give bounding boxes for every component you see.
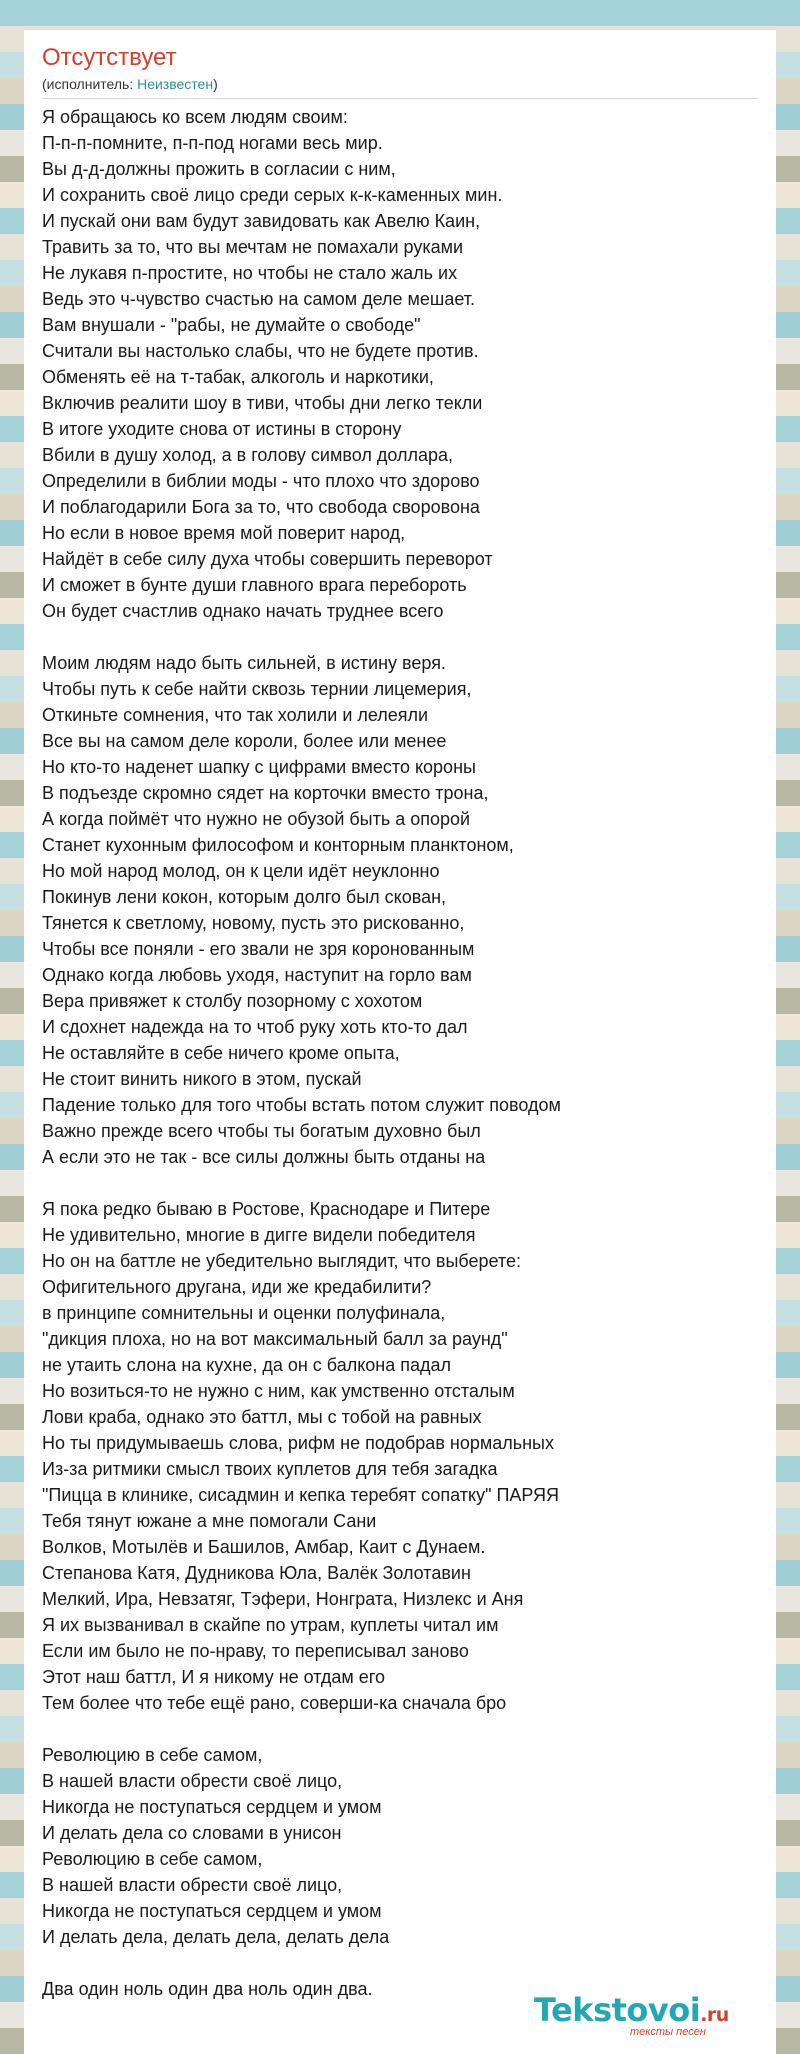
- lyric-line: Он будет счастлив однако начать труднее всего: [42, 601, 444, 621]
- lyric-line: Тебя тянут южане а мне помогали Сани: [42, 1511, 377, 1531]
- lyric-line: Не удивительно, многие в дигге видели победителя: [42, 1225, 476, 1245]
- lyric-line: И сдохнет надежда на то чтоб руку хоть кто-то дал: [42, 1017, 468, 1037]
- lyric-line: Офигительного другана, иди же кредабилити?: [42, 1277, 432, 1297]
- lyric-line: Вам внушали - "рабы, не думайте о свободе": [42, 315, 421, 335]
- lyric-line: А если это не так - все силы должны быть отданы на: [42, 1147, 486, 1167]
- logo-tagline: тексты песен: [630, 2026, 706, 2038]
- lyric-line: А когда поймёт что нужно не обузой быть а опорой: [42, 809, 471, 829]
- lyric-line: В подъезде скромно сядет на корточки вместо трона,: [42, 783, 489, 803]
- lyric-line: Не стоит винить никого в этом, пускай: [42, 1069, 362, 1089]
- lyric-line: Падение только для того чтобы встать потом служит поводом: [42, 1095, 561, 1115]
- lyric-line: И делать дела, делать дела, делать дела: [42, 1927, 390, 1947]
- lyric-line: Тянется к светлому, новому, пусть это рискованно,: [42, 913, 465, 933]
- lyric-line: Революцию в себе самом,: [42, 1745, 263, 1765]
- lyric-line: Из-за ритмики смысл твоих куплетов для тебя загадка: [42, 1459, 498, 1479]
- lyric-line: "Пицца в клинике, сисадмин и кепка теребят сопатку" ПАРЯЯ: [42, 1485, 560, 1505]
- lyric-line: И сможет в бунте души главного врага перебороть: [42, 575, 467, 595]
- lyric-line: Два один ноль один два ноль один два.: [42, 1979, 373, 1999]
- lyric-line: В итоге уходите снова от истины в сторону: [42, 419, 402, 439]
- lyric-line: Включив реалити шоу в тиви, чтобы дни легко текли: [42, 393, 483, 413]
- lyric-line: Но ты придумываешь слова, рифм не подобрав нормальных: [42, 1433, 554, 1453]
- lyric-line: Однако когда любовь уходя, наступит на горло вам: [42, 965, 472, 985]
- lyrics-stanza: [42, 1196, 758, 1716]
- lyric-line: Станет кухонным философом и конторным планктоном,: [42, 835, 514, 855]
- lyric-line: Моим людям надо быть сильней, в истину веря.: [42, 653, 446, 673]
- lyric-line: Я обращаюсь ко всем людям своим:: [42, 107, 348, 127]
- lyric-line: Степанова Катя, Дудникова Юла, Валёк Золотавин: [42, 1563, 471, 1583]
- lyric-line: И поблагодарили Бога за то, что свобода своровона: [42, 497, 480, 517]
- logo-name: Tekstovoi: [534, 1991, 701, 2029]
- lyric-line: Лови краба, однако это баттл, мы с тобой на равных: [42, 1407, 482, 1427]
- lyrics-stanza: [42, 1742, 758, 1950]
- lyric-line: Я их вызванивал в скайпе по утрам, куплеты читал им: [42, 1615, 499, 1635]
- lyric-line: Если им было не по-нраву, то переписывал заново: [42, 1641, 469, 1661]
- lyric-line: Покинув лени кокон, которым долго был скован,: [42, 887, 447, 907]
- lyrics-body: [42, 104, 758, 2028]
- lyric-line: Тем более что тебе ещё рано, соверши-ка сначала бро: [42, 1693, 507, 1713]
- lyric-line: Но возиться-то не нужно с ним, как умственно отсталым: [42, 1381, 515, 1401]
- lyrics-page: [24, 30, 776, 2054]
- lyric-line: Но кто-то наденет шапку с цифрами вместо короны: [42, 757, 476, 777]
- lyric-line: Ведь это ч-чувство счастью на самом деле мешает.: [42, 289, 476, 309]
- lyrics-stanza: [42, 650, 758, 1170]
- lyric-line: в принципе сомнительны и оценки полуфинала,: [42, 1303, 446, 1323]
- lyric-line: "дикция плоха, но на вот максимальный балл за раунд": [42, 1329, 508, 1349]
- artist-link[interactable]: Неизвестен: [137, 76, 214, 92]
- lyric-line: И пускай они вам будут завидовать как Авелю Каин,: [42, 211, 481, 231]
- lyric-line: Волков, Мотылёв и Башилов, Амбар, Каит с Дунаем.: [42, 1537, 486, 1557]
- artist-prefix: (исполнитель:: [42, 76, 138, 92]
- lyric-line: И делать дела со словами в унисон: [42, 1823, 342, 1843]
- lyric-line: Важно прежде всего чтобы ты богатым духовно был: [42, 1121, 481, 1141]
- lyric-line: не утаить слона на кухне, да он с балкона падал: [42, 1355, 452, 1375]
- lyric-line: Этот наш баттл, И я никому не отдам его: [42, 1667, 385, 1687]
- lyric-line: Не лукавя п-простите, но чтобы не стало жаль их: [42, 263, 458, 283]
- lyric-line: Вы д-д-должны прожить в согласии с ним,: [42, 159, 396, 179]
- lyric-line: И сохранить своё лицо среди серых к-к-каменных мин.: [42, 185, 503, 205]
- lyric-line: Никогда не поступаться сердцем и умом: [42, 1797, 382, 1817]
- lyric-line: Но мой народ молод, он к цели идёт неуклонно: [42, 861, 440, 881]
- lyric-line: Революцию в себе самом,: [42, 1849, 263, 1869]
- lyric-line: Не оставляйте в себе ничего кроме опыта,: [42, 1043, 400, 1063]
- lyric-line: В нашей власти обрести своё лицо,: [42, 1875, 343, 1895]
- lyric-line: Но он на баттле не убедительно выглядит, что выберете:: [42, 1251, 522, 1271]
- logo-tld: .ru: [700, 2004, 729, 2026]
- lyric-line: Я пока редко бываю в Ростове, Краснодаре и Питере: [42, 1199, 491, 1219]
- lyrics-stanza: [42, 104, 758, 624]
- lyric-line: Все вы на самом деле короли, более или менее: [42, 731, 447, 751]
- lyric-line: Но если в новое время мой поверит народ,: [42, 523, 406, 543]
- lyric-line: Откиньте сомнения, что так холили и лелеяли: [42, 705, 429, 725]
- lyric-line: Чтобы путь к себе найти сквозь тернии лицемерия,: [42, 679, 472, 699]
- lyric-line: В нашей власти обрести своё лицо,: [42, 1771, 343, 1791]
- artist-line: [42, 74, 218, 94]
- song-title: Отсутствует: [42, 44, 177, 71]
- lyric-line: Найдёт в себе силу духа чтобы совершить переворот: [42, 549, 493, 569]
- lyric-line: Вбили в душу холод, а в голову символ доллара,: [42, 445, 453, 465]
- site-logo[interactable]: [534, 1992, 770, 2036]
- lyric-line: Никогда не поступаться сердцем и умом: [42, 1901, 382, 1921]
- lyric-line: Мелкий, Ира, Невзатяг, Тэфери, Нонграта, Низлекс и Аня: [42, 1589, 524, 1609]
- lyric-line: Вера привяжет к столбу позорному с хохотом: [42, 991, 423, 1011]
- song-header: [42, 42, 758, 99]
- artist-suffix: ): [213, 76, 218, 92]
- lyric-line: Определили в библии моды - что плохо что здорово: [42, 471, 480, 491]
- lyric-line: Считали вы настолько слабы, что не будете против.: [42, 341, 479, 361]
- lyric-line: П-п-п-помните, п-п-под ногами весь мир.: [42, 133, 383, 153]
- lyric-line: Травить за то, что вы мечтам не помахали руками: [42, 237, 464, 257]
- lyric-line: Обменять её на т-табак, алкоголь и наркотики,: [42, 367, 434, 387]
- lyric-line: Чтобы все поняли - его звали не зря коронованным: [42, 939, 475, 959]
